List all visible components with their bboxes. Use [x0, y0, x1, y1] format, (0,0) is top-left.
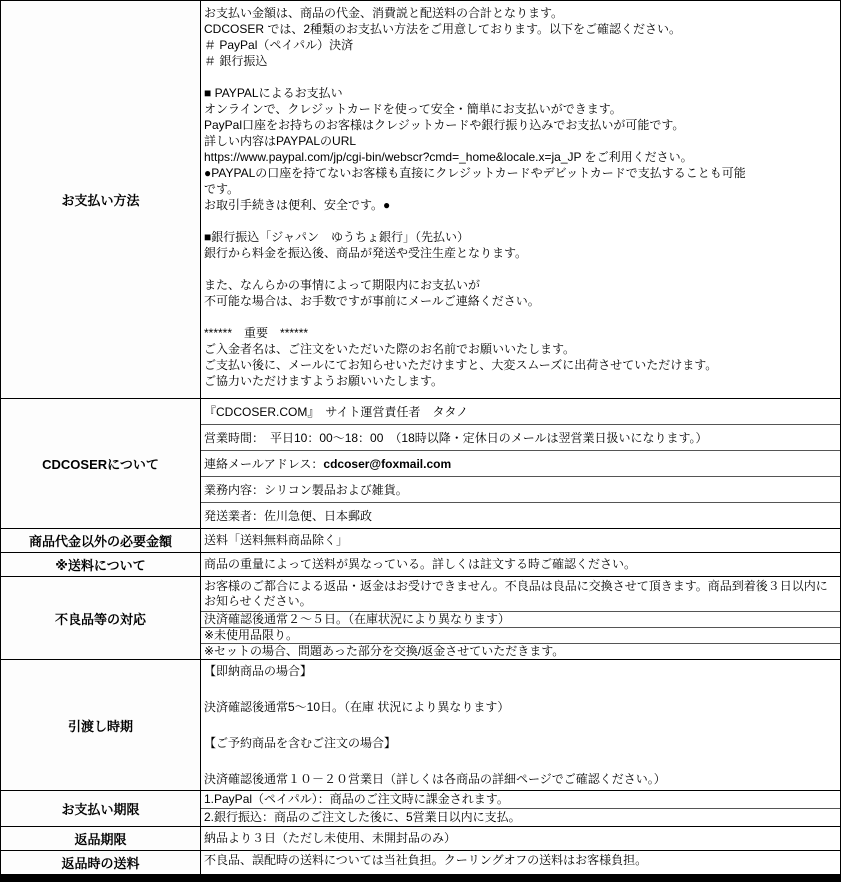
about-header: CDCOSERについて: [1, 399, 201, 528]
text-line: [201, 752, 840, 770]
shipping-carriers-line: 発送業者：佐川急便、日本郵政: [204, 509, 373, 523]
defective-content: [201, 577, 840, 659]
text-line: です。: [204, 182, 240, 196]
defective-item-set: ※セットの場合、問題あった部分を交換/返金させていただきます。: [204, 644, 565, 658]
text-line: [201, 309, 840, 325]
text-line: [201, 716, 840, 734]
defective-item-timing: 決済確認後通常２～５日。（在庫状況により異なります）: [201, 612, 840, 628]
text-line: [201, 261, 840, 277]
text-line: [201, 213, 840, 229]
row-payment-deadline: [1, 791, 840, 827]
text-line: ご協力いただけますようお願いいたします。: [204, 374, 444, 388]
delivery-time-header: 引渡し時期: [1, 660, 201, 790]
contact-line: [201, 451, 840, 477]
text-line: PayPal口座をお持ちのお客様はクレジットカードや銀行振り込みでお支払いが可能です。: [204, 118, 685, 132]
text-line: 詳しい内容はPAYPALのURL: [204, 134, 357, 148]
text-line: 決済確認後通常5～10日。（在庫 状況により異なります）: [204, 700, 510, 714]
about-content: [201, 399, 840, 528]
text-line: ご支払い後に、メールにてお知らせいただけますと、大変スムーズに出荷させていただけます。: [204, 358, 718, 372]
text-line: ご入金者名は、ご注文をいただいた際のお名前でお願いいたします。: [204, 342, 576, 356]
text-line: [201, 680, 840, 698]
row-payment-method: [1, 1, 840, 399]
extra-fees-text: 送料「送料無料商品除く」: [204, 533, 349, 547]
text-line: 不可能な場合は、お手数ですが事前にメールご連絡ください。: [204, 294, 540, 308]
text-line: ＃ 銀行振込: [204, 54, 268, 68]
row-about: [1, 399, 840, 529]
text-line: 銀行から料金を振込後、商品が発送や受注生産となります。: [204, 246, 528, 260]
business-content-line: 業務内容：シリコン製品および雑貨。: [201, 477, 840, 503]
text-line: ■ PAYPALによるお支払い: [204, 86, 343, 100]
row-return-deadline: [1, 827, 840, 851]
defective-item-policy: お客様のご都合による返品・返金はお受けできません。不良品は良品に交換させて頂きます。商品到着後３日以内にお知らせください。: [201, 577, 840, 612]
text-line: [201, 69, 840, 85]
text-line: ●PAYPALの口座を持てないお客様も直接にクレジットカードやデビットカードで支払することも可能: [204, 166, 746, 180]
site-operator-line: 『CDCOSER.COM』 サイト運営責任者 タタノ: [201, 399, 840, 425]
delivery-time-text: [201, 660, 840, 790]
row-shipping-note: [1, 553, 840, 577]
deadline-paypal-line: 1.PayPal（ペイパル）：商品のご注文時に課金されます。: [201, 791, 840, 809]
contact-email: cdcoser@foxmail.com: [323, 457, 452, 471]
bottom-bar: [0, 875, 841, 882]
text-line: 【即納商品の場合】: [204, 664, 313, 678]
shipping-note-header: ※送料について: [1, 553, 201, 576]
payment-method-text: [201, 1, 840, 398]
text-line: また、なんらかの事情によって期限内にお支払いが: [204, 278, 481, 292]
text-line: お支払い金額は、商品の代金、消費説と配送料の合計となります。: [204, 6, 564, 20]
defective-item-unused: ※未使用品限り。: [201, 628, 840, 644]
text-line: 【ご予約商品を含むご注文の場合】: [204, 736, 397, 750]
text-line: ****** 重要 ******: [204, 326, 309, 340]
deadline-bank-line: 2.銀行振込：商品のご注文した後に、5営業日以内に支払。: [204, 810, 521, 824]
text-line: CDCOSER では、2種類のお支払い方法をご用意しております。以下をご確認ください。: [204, 22, 682, 36]
row-extra-fees: [1, 529, 840, 553]
payment-deadline-header: お支払い期限: [1, 791, 201, 826]
text-line: オンラインで、クレジットカードを使って安全・簡単にお支払いができます。: [204, 102, 622, 116]
row-return-shipping: [1, 851, 840, 875]
text-line: お取引手続きは便利、安全です。●: [204, 198, 391, 212]
return-shipping-text: 不良品、誤配時の送料については当社負担。クーリングオフの送料はお客様負担。: [204, 853, 648, 867]
row-defective: [1, 577, 840, 660]
extra-fees-header: 商品代金以外の必要金額: [1, 529, 201, 552]
business-hours-line: 営業時間： 平日10：00～18：00 （18時以降・定休日のメールは翌営業日扱いになります。）: [201, 425, 840, 451]
text-line: ■銀行振込「ジャパン ゆうちょ銀行」（先払い）: [204, 230, 470, 244]
text-line: ＃ PayPal（ペイパル）決済: [204, 38, 354, 52]
payment-deadline-content: [201, 791, 840, 826]
row-delivery-time: [1, 660, 840, 791]
text-line: https://www.paypal.com/jp/cgi-bin/webscr?cmd=_home&locale.x=ja_JP をご利用ください。: [204, 150, 693, 164]
return-deadline-text: 納品より３日（ただし未使用、未開封品のみ）: [204, 831, 457, 845]
defective-header: 不良品等の対応: [1, 577, 201, 659]
text-line: 決済確認後通常１０－２０営業日（詳しくは各商品の詳細ページでご確認ください。）: [204, 772, 666, 786]
return-shipping-header: 返品時の送料: [1, 851, 201, 874]
contact-label: 連絡メールアドレス：: [204, 457, 324, 471]
return-deadline-header: 返品期限: [1, 827, 201, 850]
shipping-note-text: 商品の重量によって送料が異なっている。詳しくは註文する時ご確認ください。: [204, 557, 637, 571]
payment-method-header: お支払い方法: [1, 1, 201, 398]
